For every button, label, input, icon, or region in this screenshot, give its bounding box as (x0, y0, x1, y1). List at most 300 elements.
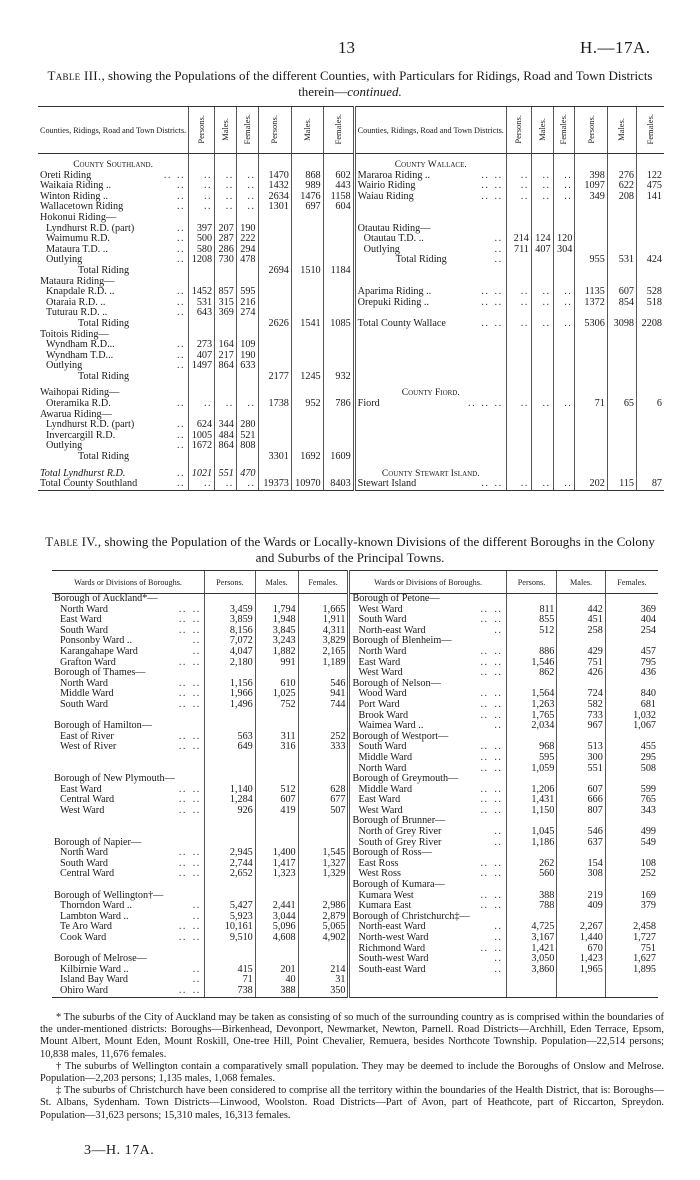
leader-dots (466, 361, 479, 372)
total-value: 71 (575, 399, 608, 410)
row-label: Borough of Greymouth— (349, 774, 478, 785)
ward-value: 1,627 (605, 954, 658, 965)
leader-dots (492, 975, 506, 986)
ward-value: 1,948 (255, 615, 298, 626)
ward-value: 369 (605, 605, 658, 616)
detail-value: 109 (236, 340, 258, 351)
leader-dots (162, 181, 175, 192)
ward-value (557, 986, 605, 997)
row-label: Borough of Wellington†— (54, 889, 164, 901)
detail-value (506, 340, 531, 351)
ward-value: 1,966 (205, 689, 256, 700)
ward-value: 4,902 (298, 933, 349, 944)
ward-value (298, 711, 349, 722)
leader-dots: .. (494, 921, 503, 933)
empty-cell (506, 382, 531, 399)
ward-value: 2,986 (298, 901, 349, 912)
table-row (52, 891, 658, 902)
leader-dots (478, 975, 492, 986)
leader-dots (177, 880, 191, 891)
table4-col-males: Males. (255, 571, 298, 594)
leader-dots (151, 330, 162, 341)
row-label: Borough of Brunner— (349, 816, 478, 827)
ward-value: 455 (605, 742, 658, 753)
row-label (354, 410, 466, 421)
ward-value (298, 753, 349, 764)
total-value (607, 420, 636, 431)
ward-value: 1,150 (506, 806, 557, 817)
ward-value (255, 594, 298, 605)
row-label: South of Grey River (349, 838, 478, 849)
leader-dots (466, 298, 479, 309)
detail-value: 864 (215, 361, 237, 372)
leader-dots (162, 330, 175, 341)
empty-cell (189, 154, 215, 171)
leader-dots (493, 420, 507, 431)
leader-dots (151, 452, 162, 463)
detail-value (506, 351, 531, 362)
detail-value: .. (189, 202, 215, 213)
leader-dots: .. (494, 233, 503, 245)
total-value (607, 351, 636, 362)
ward-value: 333 (298, 742, 349, 753)
detail-value (531, 351, 553, 362)
ward-value (557, 594, 605, 605)
total-value: 10970 (291, 479, 323, 490)
row-label: North Ward (349, 647, 478, 658)
detail-value (531, 330, 553, 341)
leader-dots (479, 410, 492, 421)
ward-value: 258 (557, 626, 605, 637)
detail-value: 280 (236, 420, 258, 431)
row-label: Otautau Riding— (354, 224, 466, 235)
leader-dots (151, 255, 162, 266)
total-value: 1158 (323, 192, 354, 203)
leader-dots (466, 255, 479, 266)
total-value (291, 330, 323, 341)
row-label: West of River (60, 741, 117, 753)
ward-value: 1,794 (255, 605, 298, 616)
ward-value: 1,965 (557, 965, 605, 976)
row-label: Outlying (46, 254, 83, 266)
ward-value: 1,496 (205, 700, 256, 711)
table3-col-males-r: Males. (536, 117, 547, 141)
leader-dots (493, 340, 507, 351)
row-label: South Ward (60, 857, 108, 869)
leader-dots: .. (178, 603, 187, 615)
detail-value (531, 266, 553, 277)
detail-value: .. (236, 479, 258, 490)
leader-dots (151, 245, 162, 256)
ward-value: 409 (557, 901, 605, 912)
ward-value: 2,744 (205, 859, 256, 870)
leader-dots (466, 245, 479, 256)
detail-value: .. (531, 181, 553, 192)
ward-value: 3,860 (506, 965, 557, 976)
detail-value (531, 441, 553, 452)
leader-dots (151, 351, 162, 362)
row-label: Borough of Westport— (349, 732, 478, 743)
ward-value: 31 (298, 975, 349, 986)
leader-dots (175, 452, 189, 463)
leader-dots: .. (177, 243, 186, 255)
leader-dots (479, 452, 492, 463)
leader-dots: .. (494, 698, 503, 710)
total-value (258, 234, 291, 245)
leader-dots (191, 827, 205, 838)
ward-value (506, 975, 557, 986)
detail-value (215, 372, 237, 383)
ward-value (255, 816, 298, 827)
leader-dots: .. (481, 169, 490, 181)
detail-value (506, 361, 531, 372)
row-label: Waimea Ward .. (349, 721, 478, 732)
total-value: 443 (323, 181, 354, 192)
detail-value: 217 (215, 351, 237, 362)
table3-col-females-r: Females. (558, 113, 569, 145)
leader-dots (478, 816, 492, 827)
total-value: 518 (637, 298, 665, 309)
leader-dots (466, 192, 479, 203)
leader-dots (492, 594, 506, 605)
total-value (607, 202, 636, 213)
ward-value: 599 (605, 785, 658, 796)
ward-value: 1,263 (506, 700, 557, 711)
detail-value: .. (553, 287, 575, 298)
ward-value (255, 753, 298, 764)
detail-value: 551 (215, 463, 237, 480)
leader-dots: .. (177, 190, 186, 202)
leader-dots: .. (192, 932, 201, 943)
footnote-christchurch: ‡ The suburbs of Christchurch have been considered to comprise all the territory within the boundaries of the Health District, that is: Boroughs—St. Albans, Sydenham. Town Districts—Linwood, Woolston. Road Districts—Part of Avon, part of Heathcote, part of Riccarton, Spreydon. Population—31,623 persons; 15,310 males, 16,313 females. (40, 1085, 664, 1121)
ward-value: 607 (255, 795, 298, 806)
table3-col-persons: Persons. (196, 114, 207, 144)
leader-dots (492, 986, 506, 997)
ward-value (506, 594, 557, 605)
row-label: Orepuki Riding .. (354, 298, 466, 309)
ward-value: 967 (557, 721, 605, 732)
total-value (607, 213, 636, 224)
detail-value (553, 351, 575, 362)
ward-value: 1,911 (298, 615, 349, 626)
leader-dots: .. (480, 688, 489, 700)
leader-dots (162, 372, 175, 383)
ward-value: 71 (205, 975, 256, 986)
leader-dots (162, 298, 175, 309)
total-value: 6 (637, 399, 665, 410)
leader-dots (466, 234, 479, 245)
detail-value (506, 372, 531, 383)
ward-value: 252 (605, 869, 658, 880)
leader-dots: .. (480, 667, 489, 679)
detail-value: 643 (189, 308, 215, 319)
ward-value (506, 986, 557, 997)
leader-dots (162, 319, 175, 330)
leader-dots (466, 452, 479, 463)
empty-cell (531, 463, 553, 480)
leader-dots: .. (177, 286, 186, 298)
leader-dots: .. (468, 398, 477, 410)
table-row (38, 192, 664, 203)
leader-dots (478, 965, 492, 976)
leader-dots: .. (177, 222, 186, 234)
total-value (637, 452, 665, 463)
ward-value: 404 (605, 615, 658, 626)
ward-value: 807 (557, 806, 605, 817)
ward-value: 7,072 (205, 636, 256, 647)
leader-dots: .. (178, 614, 187, 626)
total-value (258, 224, 291, 235)
detail-value (531, 452, 553, 463)
leader-dots (479, 234, 492, 245)
row-label: Lyndhurst R.D. (part) (46, 419, 135, 431)
detail-value (553, 410, 575, 421)
detail-value: 273 (189, 340, 215, 351)
leader-dots (478, 626, 492, 637)
ward-value: 350 (298, 986, 349, 997)
leader-dots: .. (178, 804, 187, 816)
leader-dots (479, 330, 492, 341)
leader-dots: .. (178, 688, 187, 700)
leader-dots: .. (178, 783, 187, 795)
leader-dots: .. (494, 836, 503, 848)
detail-value (189, 382, 215, 399)
total-value (575, 213, 608, 224)
leader-dots: .. (494, 709, 503, 721)
document-reference: H.—17A. (580, 38, 651, 57)
leader-dots (151, 171, 162, 182)
table3-col-males-total: Males. (301, 117, 312, 141)
total-value: 19373 (258, 479, 291, 490)
total-value: 602 (323, 171, 354, 182)
total-value: 531 (607, 255, 636, 266)
leader-dots (151, 224, 162, 235)
total-value (637, 340, 665, 351)
total-value (258, 420, 291, 431)
total-value: 1372 (575, 298, 608, 309)
leader-dots: .. (480, 614, 489, 626)
row-label: Middle Ward (349, 753, 478, 764)
row-label: Total County Southland (38, 479, 151, 490)
ward-value: 5,427 (205, 901, 256, 912)
leader-dots: .. (494, 720, 503, 732)
total-value (607, 361, 636, 372)
leader-dots (177, 901, 191, 912)
leader-dots (466, 330, 479, 341)
ward-value: 295 (605, 753, 658, 764)
detail-value: 711 (506, 245, 531, 256)
ward-value: 862 (506, 668, 557, 679)
total-value (575, 234, 608, 245)
table-row (52, 912, 658, 923)
total-value (291, 410, 323, 421)
leader-dots: .. (177, 180, 186, 192)
row-label: North-west Ward (349, 933, 478, 944)
leader-dots: .. (480, 762, 489, 774)
total-value (291, 382, 323, 399)
ward-value: 1,067 (605, 721, 658, 732)
detail-value: 124 (531, 234, 553, 245)
leader-dots: .. (494, 794, 503, 806)
leader-dots: .. (494, 180, 503, 192)
empty-cell (553, 382, 575, 399)
detail-value: 1452 (189, 287, 215, 298)
row-label: Winton Riding .. (40, 190, 109, 202)
row-label: Outlying (46, 440, 83, 452)
ward-value: 507 (298, 806, 349, 817)
total-value: 3098 (607, 319, 636, 330)
leader-dots: .. (480, 783, 489, 795)
row-label: Lambton Ward .. (60, 910, 129, 922)
row-label: East Ward (349, 795, 478, 806)
ward-value: 751 (557, 658, 605, 669)
total-value (291, 351, 323, 362)
leader-dots (177, 965, 191, 976)
empty-cell (553, 154, 575, 171)
total-value: 697 (291, 202, 323, 213)
table-row (38, 361, 664, 372)
leader-dots (162, 266, 175, 277)
detail-value (236, 266, 258, 277)
ward-value (205, 764, 256, 775)
leader-dots (493, 431, 507, 442)
leader-dots: .. (192, 741, 201, 753)
leader-dots: .. (191, 986, 205, 997)
detail-value: 407 (189, 351, 215, 362)
ward-value: 1,059 (506, 764, 557, 775)
ward-value: 551 (557, 764, 605, 775)
total-value (637, 441, 665, 452)
total-value (607, 234, 636, 245)
leader-dots (466, 181, 479, 192)
detail-value: .. (506, 171, 531, 182)
row-label: Central Ward (60, 794, 115, 806)
empty-cell (637, 463, 665, 480)
leader-dots (466, 319, 479, 330)
total-value (258, 287, 291, 298)
row-label: Borough of Auckland*— (54, 593, 158, 604)
row-label: East Ward (349, 658, 478, 669)
detail-value: 470 (236, 463, 258, 480)
total-value (323, 245, 354, 256)
row-label: Wood Ward (349, 689, 478, 700)
empty-cell (553, 463, 575, 480)
total-value (323, 330, 354, 341)
ward-value: 546 (298, 679, 349, 690)
leader-dots: .. (494, 688, 503, 700)
total-value: 1476 (291, 192, 323, 203)
detail-value: .. (553, 192, 575, 203)
row-label: Grafton Ward (60, 656, 116, 668)
ward-value (255, 944, 298, 955)
total-value (291, 340, 323, 351)
leader-dots: .. (494, 741, 503, 753)
detail-value (531, 255, 553, 266)
leader-dots: .. (494, 317, 503, 329)
ward-value: 3,459 (205, 605, 256, 616)
leader-dots: .. (494, 900, 503, 912)
ward-value: 607 (557, 785, 605, 796)
row-label: Borough of Kumara— (349, 880, 478, 891)
detail-value: 164 (215, 340, 237, 351)
detail-value: .. (215, 181, 237, 192)
row-label: South Ward (60, 698, 108, 710)
leader-dots (478, 827, 492, 838)
leader-dots (466, 431, 479, 442)
leader-dots: .. (494, 751, 503, 763)
total-value: 1692 (291, 452, 323, 463)
detail-value (531, 420, 553, 431)
leader-dots (191, 944, 205, 955)
leader-dots: .. (178, 677, 187, 689)
leader-dots (151, 277, 162, 288)
ward-value: 201 (255, 965, 298, 976)
ward-value: 1,329 (298, 869, 349, 880)
ward-value: 738 (205, 986, 256, 997)
row-label: West Ross (349, 869, 478, 880)
ward-value: 1,431 (506, 795, 557, 806)
leader-dots: .. (192, 857, 201, 869)
total-value: 1301 (258, 202, 291, 213)
detail-value: .. (236, 399, 258, 410)
detail-value: .. (531, 319, 553, 330)
ward-value: 637 (557, 838, 605, 849)
ward-value: 513 (557, 742, 605, 753)
leader-dots: .. (177, 467, 186, 479)
county-heading: County Stewart Island. (354, 463, 506, 480)
leader-dots: .. (177, 429, 186, 441)
leader-dots (175, 319, 189, 330)
row-label: Outlying (354, 245, 466, 256)
ward-value (298, 944, 349, 955)
detail-value (553, 266, 575, 277)
total-value (575, 351, 608, 362)
leader-dots (151, 410, 162, 421)
detail-value (531, 202, 553, 213)
ward-value: 610 (255, 679, 298, 690)
row-label (354, 431, 466, 442)
leader-dots (175, 266, 189, 277)
detail-value (506, 266, 531, 277)
detail-value (506, 441, 531, 452)
leader-dots (479, 420, 492, 431)
total-value: 1470 (258, 171, 291, 182)
total-value (258, 410, 291, 421)
row-label: West Ward (60, 804, 105, 816)
ward-value: 991 (255, 658, 298, 669)
table-row (38, 441, 664, 452)
total-value (258, 330, 291, 341)
row-label: North Ward (349, 764, 478, 775)
table-row (38, 213, 664, 224)
detail-value: 216 (236, 298, 258, 309)
detail-value (531, 372, 553, 383)
total-value (291, 245, 323, 256)
ward-value: 563 (205, 732, 256, 743)
leader-dots: .. (494, 169, 503, 181)
leader-dots (191, 711, 205, 722)
detail-value (189, 266, 215, 277)
leader-dots: .. (494, 624, 503, 636)
row-label: Wallacetown Riding (40, 201, 124, 213)
row-label (349, 975, 478, 986)
detail-value (506, 330, 531, 341)
ward-value: 451 (557, 615, 605, 626)
leader-dots: .. (494, 963, 503, 975)
total-value (323, 340, 354, 351)
table3-caption-continued: continued. (347, 84, 402, 99)
row-label: North Ward (60, 847, 108, 859)
